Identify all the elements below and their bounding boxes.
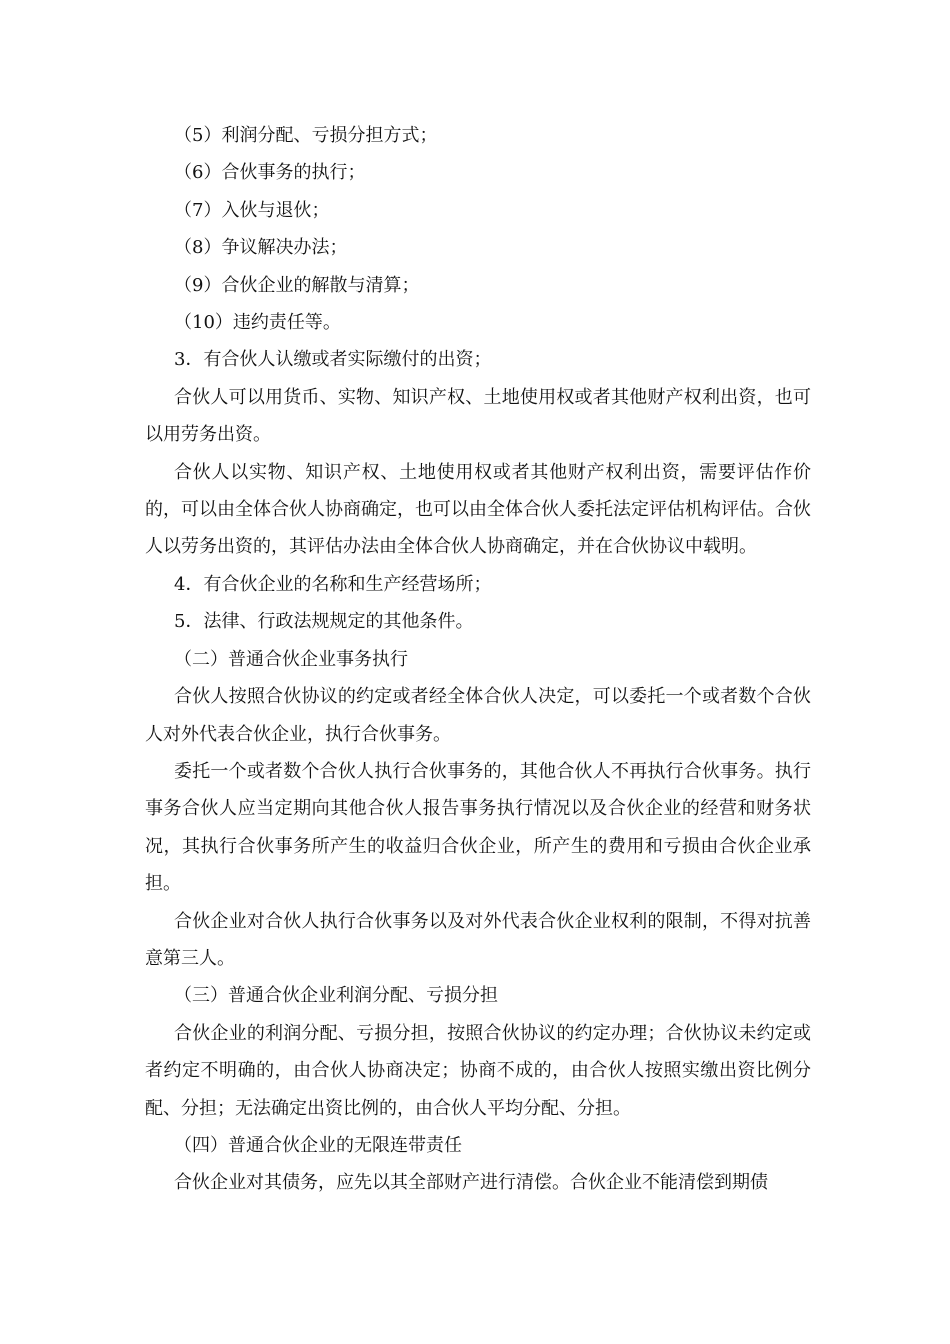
document-page <box>145 117 811 1202</box>
list-item-dispute-resolution: （8）争议解决办法； <box>174 237 348 259</box>
section-heading-profit-loss: （三）普通合伙企业利润分配、亏损分担 <box>174 985 498 1007</box>
section-heading-affairs-execution: （二）普通合伙企业事务执行 <box>174 648 408 670</box>
condition-4-name-premises: 4．有合伙企业的名称和生产经营场所； <box>174 573 492 595</box>
paragraph-contribution-forms: 合伙人可以用货币、实物、知识产权、土地使用权或者其他财产权利出资，也可以用劳务出资。 <box>145 386 811 446</box>
paragraph-contribution-valuation: 合伙人以实物、知识产权、土地使用权或者其他财产权利出资，需要评估作价的，可以由全体合伙人协商确定，也可以由全体合伙人委托法定评估机构评估。合伙人以劳务出资的，其评估办法由全体合伙人协商确定，并在合伙协议中载明。 <box>145 461 811 558</box>
paragraph-entrust-partners: 合伙人按照合伙协议的约定或者经全体合伙人决定，可以委托一个或者数个合伙人对外代表合伙企业，执行合伙事务。 <box>145 686 811 745</box>
list-item-affairs-execution: （6）合伙事务的执行； <box>174 162 366 184</box>
paragraph-debt-settlement: 合伙企业对其债务，应先以其全部财产进行清偿。合伙企业不能清偿到期债 <box>174 1172 768 1194</box>
paragraph-profit-loss-rules: 合伙企业的利润分配、亏损分担，按照合伙协议的约定办理；合伙协议未约定或者约定不明确的，由合伙人协商决定；协商不成的，由合伙人按照实缴出资比例分配、分担；无法确定出资比例的，由合伙人平均分配、分担。 <box>145 1022 811 1119</box>
paragraph-third-party-limitation: 合伙企业对合伙人执行合伙事务以及对外代表合伙企业权利的限制，不得对抗善意第三人。 <box>145 910 811 969</box>
list-item-liability-for-breach: （10）违约责任等。 <box>174 312 341 334</box>
list-item-dissolution-liquidation: （9）合伙企业的解散与清算； <box>174 274 420 296</box>
condition-5-other-conditions: 5．法律、行政法规规定的其他条件。 <box>174 611 474 633</box>
condition-3-contribution: 3．有合伙人认缴或者实际缴付的出资； <box>174 349 492 371</box>
section-heading-unlimited-liability: （四）普通合伙企业的无限连带责任 <box>174 1134 462 1156</box>
list-item-profit-distribution: （5）利润分配、亏损分担方式； <box>174 125 438 146</box>
paragraph-executing-partner-duties: 委托一个或者数个合伙人执行合伙事务的，其他合伙人不再执行合伙事务。执行事务合伙人应当定期向其他合伙人报告事务执行情况以及合伙企业的经营和财务状况，其执行合伙事务所产生的收益归合伙企业，所产生的费用和亏损由合伙企业承担。 <box>145 760 811 895</box>
list-item-admission-withdrawal: （7）入伙与退伙； <box>174 199 330 221</box>
